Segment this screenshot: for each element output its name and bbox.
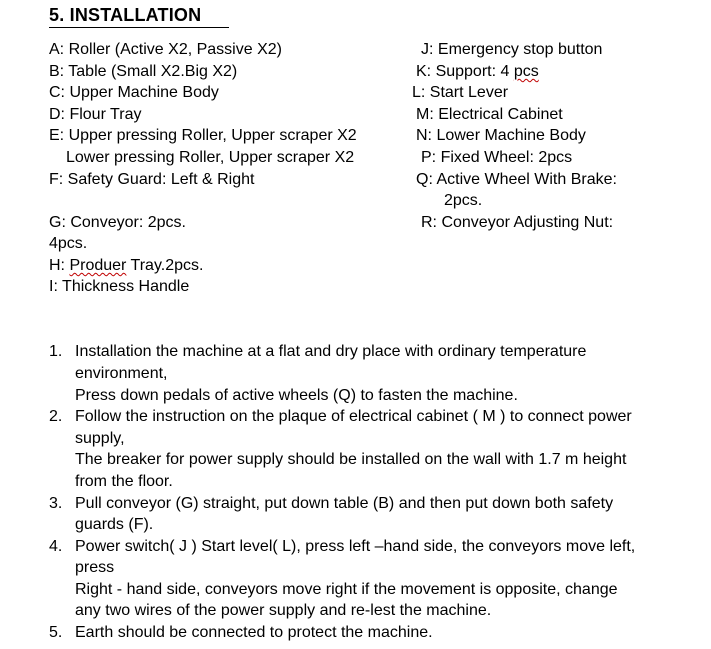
part-c: C: Upper Machine Body — [49, 84, 219, 101]
heading-underline — [49, 27, 229, 28]
step-2-line-1: Follow the instruction on the plaque of electrical cabinet ( M ) to connect power — [75, 408, 632, 425]
step-4-line-3: Right - hand side, conveyors move right if the movement is opposite, change — [75, 581, 618, 598]
part-l: L: Start Lever — [412, 84, 509, 101]
step-3-line-1: Pull conveyor (G) straight, put down table (B) and then put down both safety — [75, 495, 614, 512]
part-m: M: Electrical Cabinet — [416, 106, 563, 123]
part-k-misspelled-word: pcs — [513, 63, 539, 80]
part-q: Q: Active Wheel With Brake: — [416, 171, 617, 188]
part-d: D: Flour Tray — [49, 106, 142, 123]
part-p: P: Fixed Wheel: 2pcs — [421, 149, 573, 166]
step-2-line-3: The breaker for power supply should be installed on the wall with 1.7 m height — [75, 451, 627, 468]
part-k — [416, 62, 539, 82]
part-g-continued: 4pcs. — [49, 235, 88, 252]
step-number: 5. — [49, 624, 63, 641]
part-n: N: Lower Machine Body — [416, 127, 586, 144]
step-4-line-1: Power switch( J ) Start level( L), press left –hand side, the conveyors move left, — [75, 538, 636, 555]
part-k-prefix: K: Support: 4 — [416, 63, 514, 80]
step-1-line-2: environment, — [75, 365, 168, 382]
step-4-line-2: press — [75, 559, 115, 576]
part-f: F: Safety Guard: Left & Right — [49, 171, 255, 188]
step-number: 3. — [49, 495, 63, 512]
part-q-continued: 2pcs. — [444, 192, 483, 209]
section-heading: 5. INSTALLATION — [49, 5, 202, 25]
step-number: 1. — [49, 343, 63, 360]
part-e: E: Upper pressing Roller, Upper scraper X2 — [49, 127, 357, 144]
part-h-prefix: H: — [49, 257, 70, 274]
part-i: I: Thickness Handle — [49, 278, 190, 295]
step-number: 2. — [49, 408, 63, 425]
step-1-line-3: Press down pedals of active wheels (Q) to fasten the machine. — [75, 387, 518, 404]
part-h — [49, 256, 203, 276]
part-g: G: Conveyor: 2pcs. — [49, 214, 186, 231]
step-2-line-2: supply, — [75, 430, 125, 447]
step-3-line-2: guards (F). — [75, 516, 154, 533]
step-1-line-1: Installation the machine at a flat and dry place with ordinary temperature — [75, 343, 587, 360]
part-b: B: Table (Small X2.Big X2) — [49, 63, 238, 80]
part-h-suffix: Tray.2pcs. — [126, 257, 204, 274]
step-2-line-4: from the floor. — [75, 473, 173, 490]
part-h-misspelled-word: Produer — [69, 257, 127, 274]
step-4-line-4: any two wires of the power supply and re-lest the machine. — [75, 602, 492, 619]
step-number: 4. — [49, 538, 63, 555]
part-a: A: Roller (Active X2, Passive X2) — [49, 41, 282, 58]
part-j: J: Emergency stop button — [421, 41, 603, 58]
part-e-continued: Lower pressing Roller, Upper scraper X2 — [66, 149, 355, 166]
part-r: R: Conveyor Adjusting Nut: — [421, 214, 614, 231]
step-5-line-1: Earth should be connected to protect the machine. — [75, 624, 433, 641]
